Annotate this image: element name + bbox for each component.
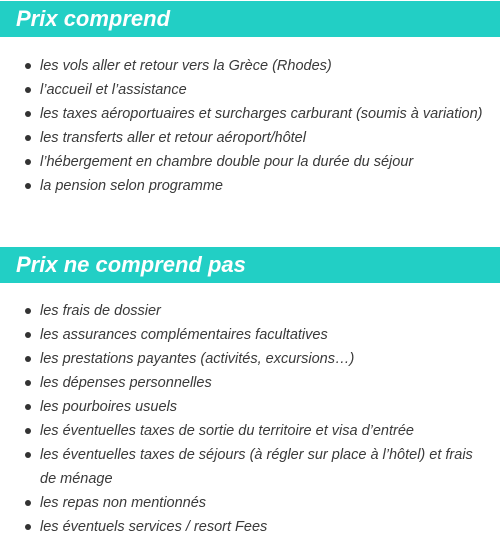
list-item: la pension selon programme	[24, 174, 492, 198]
list-item: les vols aller et retour vers la Grèce (Rhodes)	[24, 54, 492, 78]
price-not-included-section	[0, 247, 500, 539]
list-item: les taxes aéroportuaires et surcharges carburant (soumis à variation)	[24, 102, 492, 126]
price-included-list	[0, 54, 500, 198]
list-item: les éventuels services / resort Fees	[24, 515, 492, 539]
list-item: l’hébergement en chambre double pour la durée du séjour	[24, 150, 492, 174]
list-item: les éventuelles taxes de sortie du territoire et visa d’entrée	[24, 419, 492, 443]
list-item: les frais de dossier	[24, 299, 492, 323]
price-included-heading: Prix comprend	[0, 1, 500, 37]
price-included-section	[0, 1, 500, 198]
list-item: les éventuelles taxes de séjours (à régler sur place à l’hôtel) et frais de ménage	[24, 443, 492, 491]
price-not-included-list	[0, 299, 500, 539]
price-not-included-heading: Prix ne comprend pas	[0, 247, 500, 283]
list-item: les assurances complémentaires facultatives	[24, 323, 492, 347]
list-item: les prestations payantes (activités, excursions…)	[24, 347, 492, 371]
list-item: les dépenses personnelles	[24, 371, 492, 395]
list-item: l’accueil et l’assistance	[24, 78, 492, 102]
list-item: les transferts aller et retour aéroport/hôtel	[24, 126, 492, 150]
list-item: les repas non mentionnés	[24, 491, 492, 515]
list-item: les pourboires usuels	[24, 395, 492, 419]
